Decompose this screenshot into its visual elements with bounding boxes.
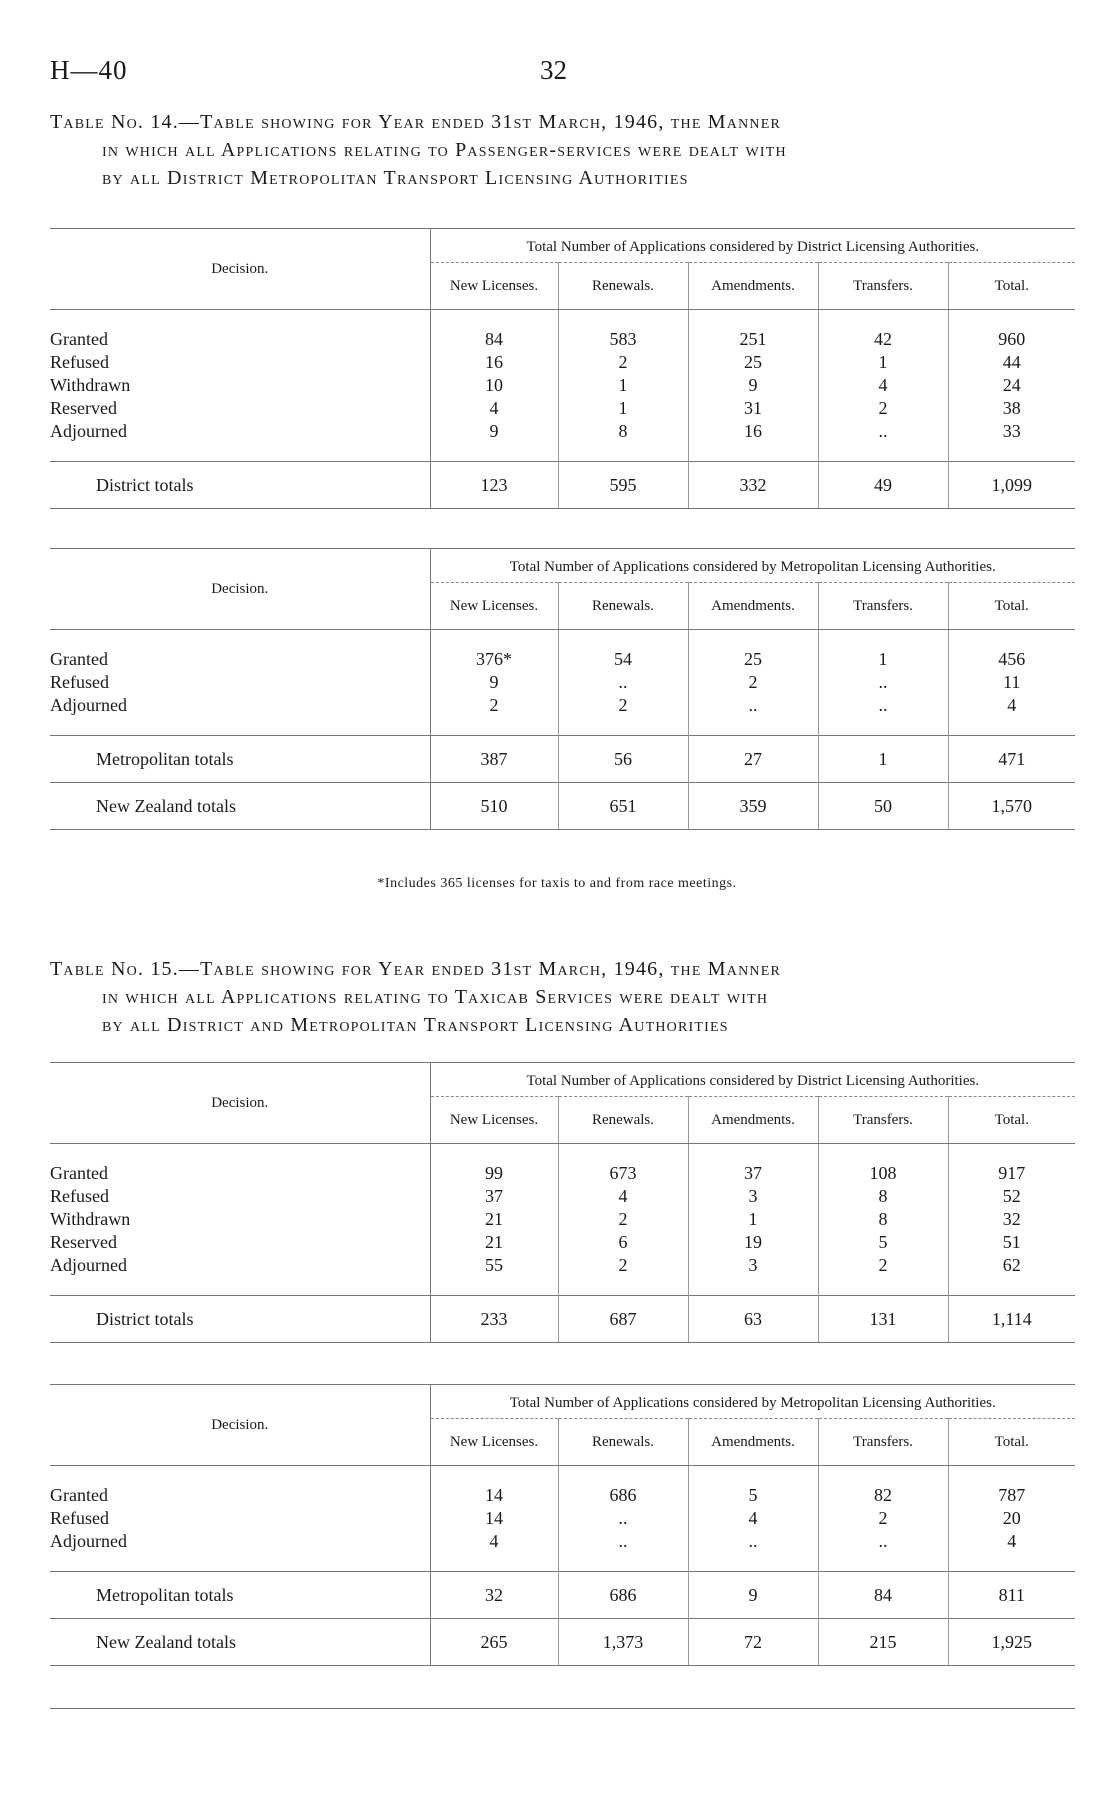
- totals-cell: 233: [430, 1296, 558, 1343]
- decision-column-header: Decision.: [50, 1385, 430, 1466]
- column-header: Renewals.: [558, 263, 688, 310]
- totals-cell: 1,925: [948, 1619, 1075, 1666]
- table-cell: 2: [558, 1254, 688, 1277]
- totals-cell: 510: [430, 783, 558, 830]
- table-cell: 686: [558, 1484, 688, 1507]
- totals-cell: 215: [818, 1619, 948, 1666]
- column-header: Amendments.: [688, 583, 818, 630]
- table-cell: 1: [558, 374, 688, 397]
- table-cell: ..: [558, 671, 688, 694]
- table-cell: 5: [688, 1484, 818, 1507]
- table-14-metropolitan: [50, 548, 1075, 830]
- totals-cell: 1,570: [948, 783, 1075, 830]
- totals-label: New Zealand totals: [96, 1632, 236, 1652]
- table-row: [50, 1208, 1075, 1231]
- table-row: [50, 420, 1075, 443]
- totals-cell: 63: [688, 1296, 818, 1343]
- column-header: New Licenses.: [430, 1097, 558, 1144]
- caption-line: by all District and Metropolitan Transport Licensing Authorities: [102, 1014, 729, 1036]
- group-column-header: Total Number of Applications considered by District Licensing Authorities.: [430, 1063, 1075, 1097]
- totals-row: [50, 783, 1075, 830]
- table-cell: 4: [430, 1530, 558, 1553]
- table-cell: 2: [558, 1208, 688, 1231]
- table-14-caption: [50, 108, 1080, 192]
- row-label: Adjourned: [50, 421, 127, 441]
- table-cell: 99: [430, 1162, 558, 1185]
- column-header: New Licenses.: [430, 1419, 558, 1466]
- table-row: [50, 374, 1075, 397]
- totals-cell: 595: [558, 462, 688, 509]
- column-header: Transfers.: [818, 1419, 948, 1466]
- table-cell: 62: [1002, 1255, 1021, 1275]
- table-cell: 2: [818, 397, 948, 420]
- totals-cell: 265: [430, 1619, 558, 1666]
- totals-cell: 651: [558, 783, 688, 830]
- totals-cell: 1,099: [948, 462, 1075, 509]
- end-rule: [50, 1708, 1075, 1709]
- table-cell: 4: [688, 1507, 818, 1530]
- column-header: Transfers.: [818, 1097, 948, 1144]
- row-label: Refused: [50, 1508, 109, 1528]
- table-cell: 21: [430, 1208, 558, 1231]
- table-cell: 1: [558, 397, 688, 420]
- table-row: [50, 671, 1075, 694]
- column-header: Total.: [948, 263, 1075, 310]
- row-label: Refused: [50, 352, 109, 372]
- totals-label: New Zealand totals: [96, 796, 236, 816]
- table-cell: 787: [998, 1485, 1026, 1505]
- row-label: Granted: [50, 329, 108, 349]
- table-cell: 108: [818, 1162, 948, 1185]
- table-cell: 38: [1002, 398, 1021, 418]
- table-cell: 9: [688, 374, 818, 397]
- totals-label: Metropolitan totals: [96, 1585, 234, 1605]
- table-cell: ..: [818, 694, 948, 717]
- table-cell: 456: [998, 649, 1026, 669]
- table-cell: 5: [818, 1231, 948, 1254]
- column-header: Renewals.: [558, 1419, 688, 1466]
- table-cell: 2: [688, 671, 818, 694]
- column-header: Total.: [948, 1419, 1075, 1466]
- table-cell: 14: [430, 1484, 558, 1507]
- table-cell: 1: [688, 1208, 818, 1231]
- row-label: Adjourned: [50, 695, 127, 715]
- table-cell: 20: [1002, 1508, 1021, 1528]
- table-cell: ..: [818, 671, 948, 694]
- table-row: [50, 328, 1075, 351]
- table-15-caption: [50, 955, 1080, 1039]
- table-cell: ..: [558, 1507, 688, 1530]
- group-column-header: Total Number of Applications considered by Metropolitan Licensing Authorities.: [430, 549, 1075, 583]
- column-header: New Licenses.: [430, 263, 558, 310]
- row-label: Withdrawn: [50, 1209, 131, 1229]
- totals-row: [50, 736, 1075, 783]
- table-cell: 31: [688, 397, 818, 420]
- decision-column-header: Decision.: [50, 1063, 430, 1144]
- table-cell: 4: [1007, 1531, 1017, 1551]
- totals-cell: 387: [430, 736, 558, 783]
- table-cell: 2: [818, 1254, 948, 1277]
- table-cell: 82: [818, 1484, 948, 1507]
- row-label: Adjourned: [50, 1531, 127, 1551]
- caption-line: in which all Applications relating to Taxicab Services were dealt with: [102, 986, 769, 1008]
- totals-cell: 359: [688, 783, 818, 830]
- totals-cell: 131: [818, 1296, 948, 1343]
- row-label: Granted: [50, 1163, 108, 1183]
- row-label: Withdrawn: [50, 375, 131, 395]
- table-cell: 42: [818, 328, 948, 351]
- table-cell: 19: [688, 1231, 818, 1254]
- totals-row: [50, 1619, 1075, 1666]
- table-cell: 55: [430, 1254, 558, 1277]
- column-header: Amendments.: [688, 1097, 818, 1144]
- column-header: Total.: [948, 583, 1075, 630]
- table-row: [50, 1185, 1075, 1208]
- table-cell: 8: [558, 420, 688, 443]
- table-cell: 1: [818, 648, 948, 671]
- totals-label: District totals: [96, 475, 194, 495]
- table-15-metropolitan: [50, 1384, 1075, 1666]
- table-cell: 2: [430, 694, 558, 717]
- totals-cell: 50: [818, 783, 948, 830]
- table-cell: 33: [1002, 421, 1021, 441]
- table-row: [50, 1162, 1075, 1185]
- totals-cell: 332: [688, 462, 818, 509]
- row-label: Granted: [50, 1485, 108, 1505]
- totals-cell: 72: [688, 1619, 818, 1666]
- data-table: [50, 1062, 1075, 1343]
- table-cell: 2: [558, 351, 688, 374]
- table-cell: 4: [1007, 695, 1017, 715]
- column-header: Amendments.: [688, 263, 818, 310]
- totals-label: District totals: [96, 1309, 194, 1329]
- table-cell: 917: [998, 1163, 1026, 1183]
- column-header: Total.: [948, 1097, 1075, 1144]
- table-row: [50, 1484, 1075, 1507]
- totals-row: [50, 1572, 1075, 1619]
- table-cell: 3: [688, 1254, 818, 1277]
- totals-cell: 84: [818, 1572, 948, 1619]
- row-label: Adjourned: [50, 1255, 127, 1275]
- group-column-header: Total Number of Applications considered by District Licensing Authorities.: [430, 229, 1075, 263]
- table-cell: 52: [1002, 1186, 1021, 1206]
- column-header: Transfers.: [818, 263, 948, 310]
- totals-cell: 49: [818, 462, 948, 509]
- table-cell: 44: [1002, 352, 1021, 372]
- table-row: [50, 1231, 1075, 1254]
- row-label: Reserved: [50, 1232, 117, 1252]
- totals-cell: 32: [430, 1572, 558, 1619]
- table-cell: 4: [818, 374, 948, 397]
- row-label: Reserved: [50, 398, 117, 418]
- table-14-footnote: *Includes 365 licenses for taxis to and from race meetings.: [377, 876, 737, 891]
- totals-cell: 9: [688, 1572, 818, 1619]
- column-header: Renewals.: [558, 1097, 688, 1144]
- table-cell: 51: [1002, 1232, 1021, 1252]
- data-table: [50, 228, 1075, 509]
- totals-row: [50, 462, 1075, 509]
- totals-cell: 686: [558, 1572, 688, 1619]
- table-cell: 54: [558, 648, 688, 671]
- totals-cell: 1,373: [558, 1619, 688, 1666]
- table-cell: 4: [558, 1185, 688, 1208]
- table-cell: ..: [818, 420, 948, 443]
- table-cell: 960: [998, 329, 1026, 349]
- table-cell: 583: [558, 328, 688, 351]
- page-number: 32: [540, 55, 567, 85]
- table-cell: 2: [818, 1507, 948, 1530]
- table-row: [50, 694, 1075, 717]
- table-cell: 25: [688, 351, 818, 374]
- table-cell: 24: [1002, 375, 1021, 395]
- table-cell: 8: [818, 1185, 948, 1208]
- table-cell: 9: [430, 671, 558, 694]
- totals-cell: 687: [558, 1296, 688, 1343]
- table-cell: 376*: [430, 648, 558, 671]
- caption-line: in which all Applications relating to Passenger-services were dealt with: [102, 139, 787, 161]
- caption-line: Table No. 15.—Table showing for Year ended 31st March, 1946, the Manner: [50, 958, 781, 980]
- table-cell: 6: [558, 1231, 688, 1254]
- totals-row: [50, 1296, 1075, 1343]
- table-row: [50, 648, 1075, 671]
- table-cell: ..: [688, 694, 818, 717]
- decision-column-header: Decision.: [50, 549, 430, 630]
- data-table: [50, 548, 1075, 830]
- table-row: [50, 351, 1075, 374]
- totals-label: Metropolitan totals: [96, 749, 234, 769]
- row-label: Refused: [50, 1186, 109, 1206]
- column-header: Amendments.: [688, 1419, 818, 1466]
- totals-cell: 471: [948, 736, 1075, 783]
- table-cell: 16: [688, 420, 818, 443]
- table-cell: 25: [688, 648, 818, 671]
- table-cell: 2: [558, 694, 688, 717]
- table-cell: 14: [430, 1507, 558, 1530]
- table-cell: ..: [818, 1530, 948, 1553]
- table-cell: 673: [558, 1162, 688, 1185]
- totals-cell: 1,114: [948, 1296, 1075, 1343]
- table-15-district: [50, 1062, 1075, 1343]
- totals-cell: 1: [818, 736, 948, 783]
- data-table: [50, 1384, 1075, 1666]
- table-cell: 1: [818, 351, 948, 374]
- column-header: Transfers.: [818, 583, 948, 630]
- table-cell: 4: [430, 397, 558, 420]
- page-reference: H—40: [50, 55, 128, 85]
- totals-cell: 123: [430, 462, 558, 509]
- column-header: New Licenses.: [430, 583, 558, 630]
- table-row: [50, 1530, 1075, 1553]
- caption-line: Table No. 14.—Table showing for Year ended 31st March, 1946, the Manner: [50, 111, 781, 133]
- table-cell: 3: [688, 1185, 818, 1208]
- table-cell: 9: [430, 420, 558, 443]
- column-header: Renewals.: [558, 583, 688, 630]
- table-cell: 8: [818, 1208, 948, 1231]
- table-14-district: [50, 228, 1075, 509]
- table-row: [50, 397, 1075, 420]
- table-cell: 16: [430, 351, 558, 374]
- table-cell: 32: [1002, 1209, 1021, 1229]
- totals-cell: 56: [558, 736, 688, 783]
- table-row: [50, 1254, 1075, 1277]
- row-label: Granted: [50, 649, 108, 669]
- group-column-header: Total Number of Applications considered by Metropolitan Licensing Authorities.: [430, 1385, 1075, 1419]
- totals-cell: 811: [948, 1572, 1075, 1619]
- table-cell: 84: [430, 328, 558, 351]
- totals-cell: 27: [688, 736, 818, 783]
- table-cell: 37: [688, 1162, 818, 1185]
- table-cell: 21: [430, 1231, 558, 1254]
- table-cell: 10: [430, 374, 558, 397]
- table-cell: ..: [558, 1530, 688, 1553]
- caption-line: by all District Metropolitan Transport Licensing Authorities: [102, 167, 689, 189]
- decision-column-header: Decision.: [50, 229, 430, 310]
- table-cell: ..: [688, 1530, 818, 1553]
- table-row: [50, 1507, 1075, 1530]
- row-label: Refused: [50, 672, 109, 692]
- table-cell: 251: [688, 328, 818, 351]
- table-cell: 11: [1003, 672, 1021, 692]
- table-cell: 37: [430, 1185, 558, 1208]
